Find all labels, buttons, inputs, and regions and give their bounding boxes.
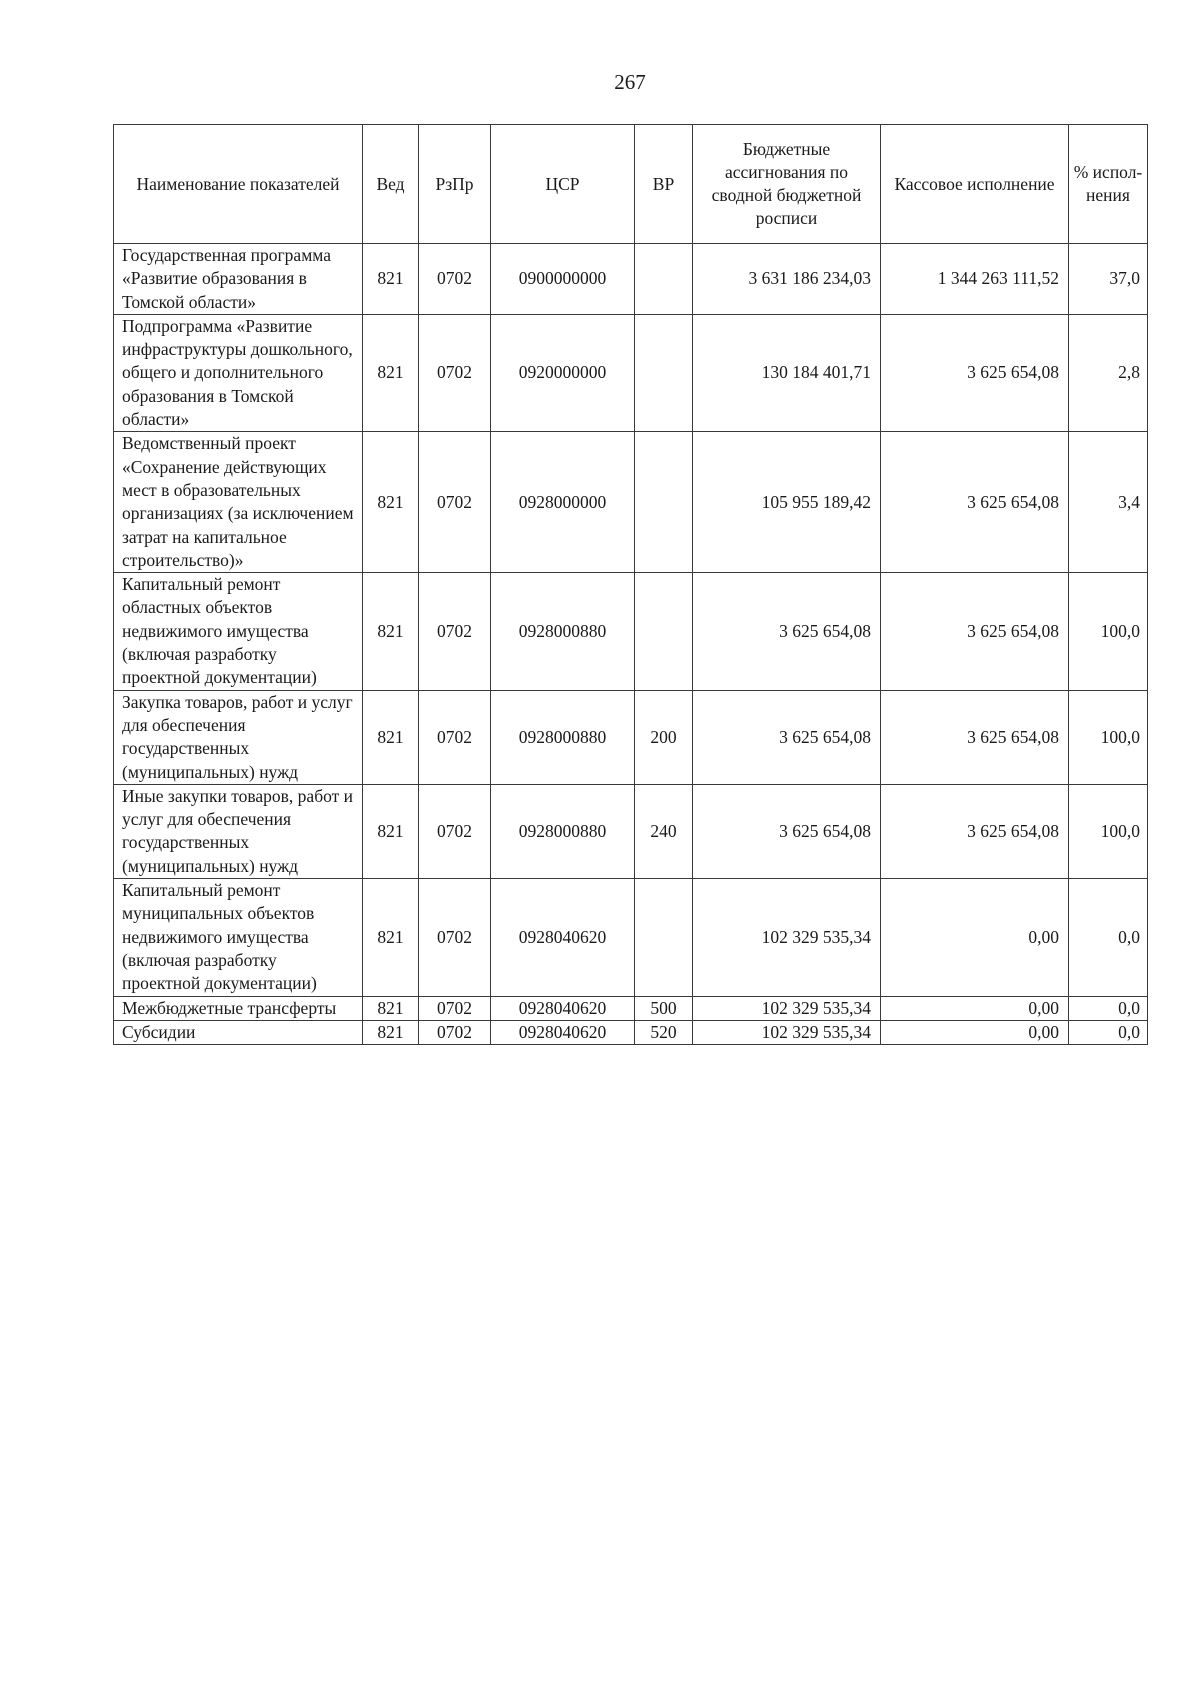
table-header-row <box>114 125 1148 244</box>
row-ved: 821 <box>363 244 419 315</box>
row-rzpr: 0702 <box>419 1020 491 1044</box>
row-percent: 37,0 <box>1069 244 1148 315</box>
row-budget: 3 625 654,08 <box>693 784 881 878</box>
table-row <box>114 690 1148 784</box>
table-row <box>114 573 1148 690</box>
row-rzpr: 0702 <box>419 573 491 690</box>
row-csr: 0928000880 <box>491 784 635 878</box>
row-name: Государственная программа «Развитие образования в Томской области» <box>114 244 363 315</box>
row-csr: 0928040620 <box>491 996 635 1020</box>
row-name: Капитальный ремонт муниципальных объектов недвижимого имущества (включая разработку проектной документации) <box>114 879 363 996</box>
row-cash: 3 625 654,08 <box>881 690 1069 784</box>
row-csr: 0928000880 <box>491 690 635 784</box>
row-ved: 821 <box>363 314 419 431</box>
row-csr: 0920000000 <box>491 314 635 431</box>
page-number: 267 <box>614 70 646 94</box>
row-rzpr: 0702 <box>419 690 491 784</box>
table-row <box>114 1020 1148 1044</box>
header-vr: ВР <box>635 125 693 244</box>
row-budget: 3 631 186 234,03 <box>693 244 881 315</box>
header-percent: % испол-нения <box>1069 125 1148 244</box>
row-ved: 821 <box>363 432 419 573</box>
budget-execution-table <box>113 124 1148 1045</box>
row-vr: 200 <box>635 690 693 784</box>
row-ved: 821 <box>363 996 419 1020</box>
row-cash: 0,00 <box>881 996 1069 1020</box>
row-vr: 240 <box>635 784 693 878</box>
header-rzpr: РзПр <box>419 125 491 244</box>
table-row <box>114 314 1148 431</box>
row-cash: 1 344 263 111,52 <box>881 244 1069 315</box>
row-vr: 520 <box>635 1020 693 1044</box>
row-budget: 105 955 189,42 <box>693 432 881 573</box>
row-percent: 100,0 <box>1069 690 1148 784</box>
row-csr: 0928000000 <box>491 432 635 573</box>
row-cash: 0,00 <box>881 879 1069 996</box>
row-vr <box>635 573 693 690</box>
row-name: Субсидии <box>114 1020 363 1044</box>
row-budget: 102 329 535,34 <box>693 1020 881 1044</box>
table-row <box>114 244 1148 315</box>
table-row <box>114 784 1148 878</box>
row-ved: 821 <box>363 573 419 690</box>
row-ved: 821 <box>363 1020 419 1044</box>
row-csr: 0928040620 <box>491 879 635 996</box>
row-vr <box>635 314 693 431</box>
row-csr: 0928000880 <box>491 573 635 690</box>
row-cash: 0,00 <box>881 1020 1069 1044</box>
header-name: Наименование показателей <box>114 125 363 244</box>
row-rzpr: 0702 <box>419 879 491 996</box>
row-ved: 821 <box>363 879 419 996</box>
row-rzpr: 0702 <box>419 784 491 878</box>
table-row <box>114 432 1148 573</box>
table-row <box>114 996 1148 1020</box>
row-budget: 3 625 654,08 <box>693 573 881 690</box>
table-row <box>114 879 1148 996</box>
row-ved: 821 <box>363 690 419 784</box>
row-percent: 0,0 <box>1069 996 1148 1020</box>
row-percent: 2,8 <box>1069 314 1148 431</box>
row-ved: 821 <box>363 784 419 878</box>
row-name: Межбюджетные трансферты <box>114 996 363 1020</box>
row-budget: 3 625 654,08 <box>693 690 881 784</box>
row-name: Закупка товаров, работ и услуг для обеспечения государственных (муниципальных) нужд <box>114 690 363 784</box>
row-vr: 500 <box>635 996 693 1020</box>
header-ved: Вед <box>363 125 419 244</box>
row-budget: 102 329 535,34 <box>693 996 881 1020</box>
row-rzpr: 0702 <box>419 244 491 315</box>
row-percent: 100,0 <box>1069 573 1148 690</box>
row-vr <box>635 432 693 573</box>
row-csr: 0928040620 <box>491 1020 635 1044</box>
row-percent: 0,0 <box>1069 1020 1148 1044</box>
row-percent: 3,4 <box>1069 432 1148 573</box>
header-budget: Бюджетные ассигнования по сводной бюджетной росписи <box>693 125 881 244</box>
row-budget: 102 329 535,34 <box>693 879 881 996</box>
row-rzpr: 0702 <box>419 996 491 1020</box>
row-rzpr: 0702 <box>419 314 491 431</box>
row-cash: 3 625 654,08 <box>881 432 1069 573</box>
row-percent: 100,0 <box>1069 784 1148 878</box>
row-cash: 3 625 654,08 <box>881 314 1069 431</box>
row-budget: 130 184 401,71 <box>693 314 881 431</box>
row-rzpr: 0702 <box>419 432 491 573</box>
row-percent: 0,0 <box>1069 879 1148 996</box>
row-vr <box>635 244 693 315</box>
row-csr: 0900000000 <box>491 244 635 315</box>
row-name: Подпрограмма «Развитие инфраструктуры дошкольного, общего и дополнительного образования в Томской области» <box>114 314 363 431</box>
row-vr <box>635 879 693 996</box>
row-cash: 3 625 654,08 <box>881 784 1069 878</box>
row-cash: 3 625 654,08 <box>881 573 1069 690</box>
header-cash: Кассовое исполнение <box>881 125 1069 244</box>
row-name: Иные закупки товаров, работ и услуг для обеспечения государственных (муниципальных) нужд <box>114 784 363 878</box>
row-name: Капитальный ремонт областных объектов недвижимого имущества (включая разработку проектной документации) <box>114 573 363 690</box>
row-name: Ведомственный проект «Сохранение действующих мест в образовательных организациях (за исключением затрат на капитальное строительство)» <box>114 432 363 573</box>
header-csr: ЦСР <box>491 125 635 244</box>
